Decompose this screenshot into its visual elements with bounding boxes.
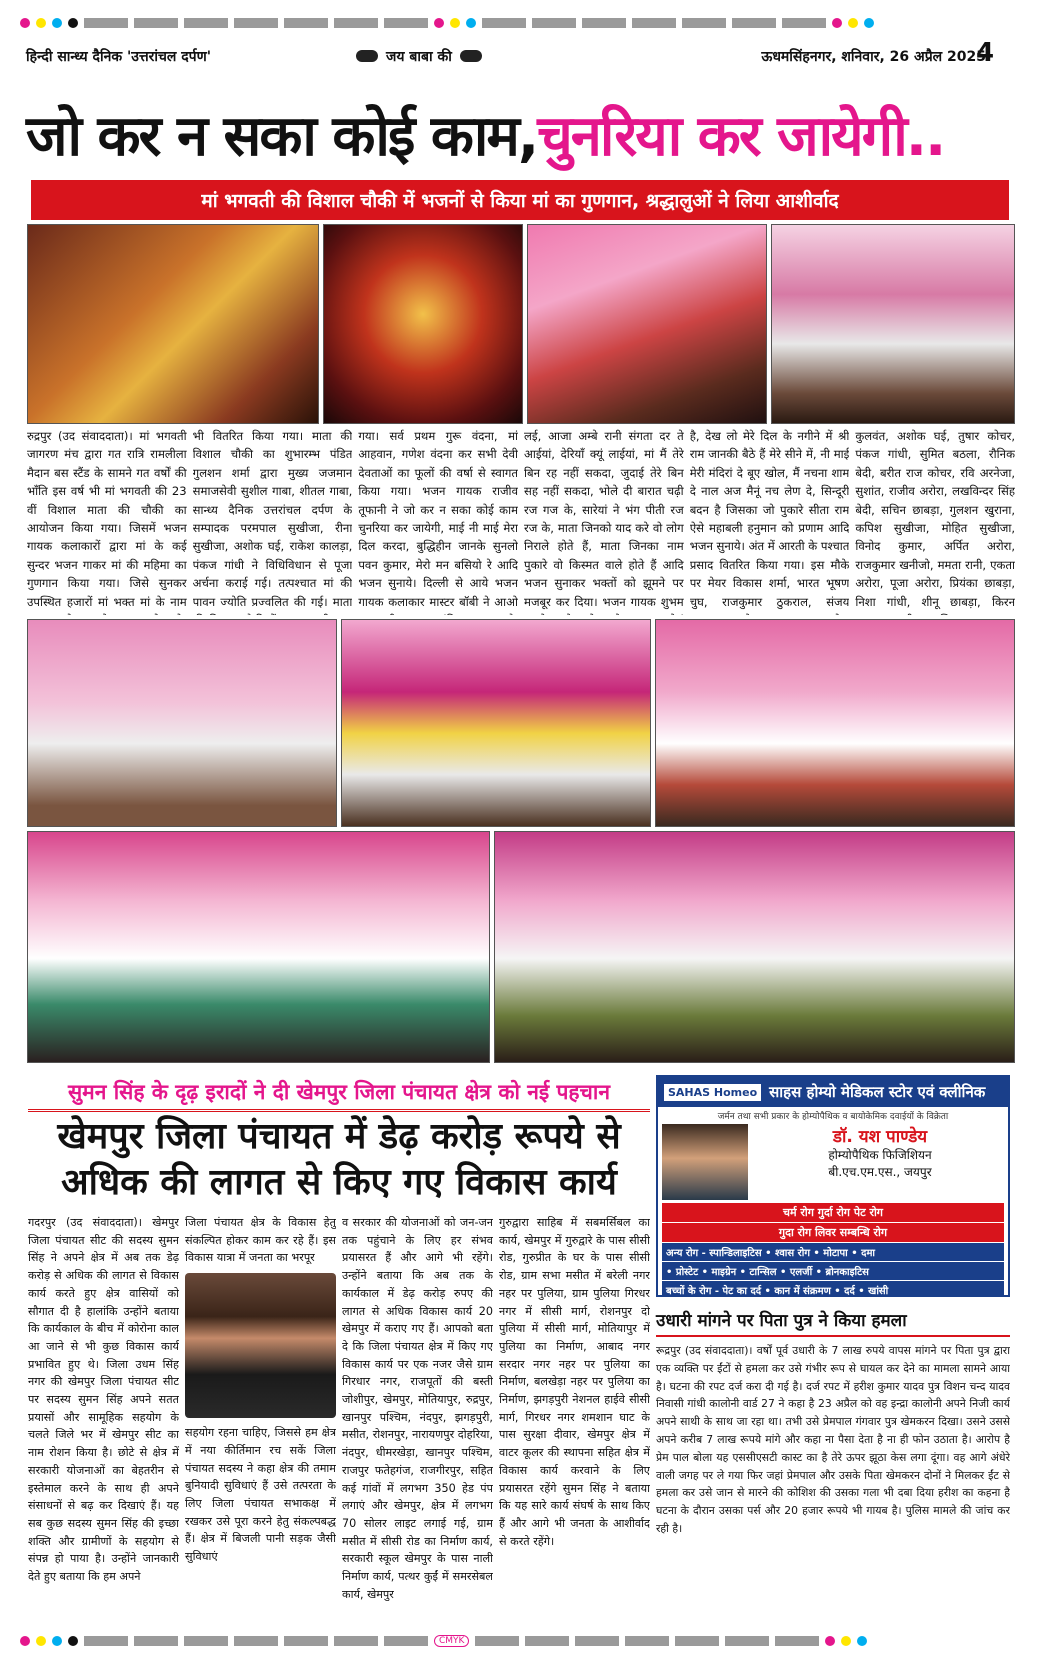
gray-block <box>475 1636 519 1646</box>
ad-disease-bar-2: गुदा रोग लिवर सम्बन्धि रोग <box>662 1223 1004 1242</box>
gray-block <box>184 18 228 28</box>
yellow-dot <box>841 1636 851 1646</box>
gray-block <box>84 1636 128 1646</box>
gray-block <box>682 18 726 28</box>
ad-list-2: • प्रोस्टेट • माइग्रेन • टान्सिल • एलर्जी • ब्रोनकाइटिस <box>662 1262 1004 1280</box>
photo-devotees-seated <box>27 619 337 827</box>
story2-article <box>28 1214 650 1628</box>
ad-logo: SAHAS Homeo <box>664 1084 761 1101</box>
gray-block <box>334 1636 378 1646</box>
story2-headline: खेमपुर जिला पंचायत में डेढ़ करोड़ रूपये से अधिक की लागत से किए गए विकास कार्य <box>57 1116 621 1203</box>
gray-block <box>632 18 676 28</box>
lead-column-1: रुद्रपुर (उद संवाददाता)। मां भगवती जागरण मंच द्वारा गत रात्रि रामलीला मैदान बस स्टैंड के सामने गत वर्षों की भाँति इस वर्ष भी मां भगवती की 23 वीं विशाल माता की चौकी का आयोजन किया गया। जिसमें भजन गायक कलाकारों द्वारा मां के कई सुन्दर भजन गाकर मां की महिमा का गुणगान किया गया। जिसे सुनकर उपस्थित हजारों मां भक्त मां के नाम <box>27 429 187 609</box>
gray-block <box>284 1636 328 1646</box>
cmyk-mark: CMYK <box>434 1635 469 1647</box>
black-dot <box>68 18 78 28</box>
photo-group-felicitation <box>494 831 1015 1063</box>
bottom-color-bar <box>20 1634 1020 1648</box>
lead-column-6: कुलवंत, अशोक घई, तुषार कोचर, पंकज गांधी, सुमित बठला, रौनिक बेदी, बरीत राज कोचर, रवि अरनेजा, सुशांत, राजीव अरोरा, लखविन्दर सिंह बेदी, सचिन छाबड़ा, गुलशन खुराना, कपिश सुखीजा, मोहित सुखीजा, विनोद कुमार, अर्पित अरोरा, राजकुमार खनीजो, ममता रानी, एकता अरोरा, पूजा अरोरा, प्रियंका छाबड़ा, निशा गांधी, शीनू छाबड़ा, किरन <box>855 429 1016 609</box>
lead-column-2: भी वितरित किया गया। माता की विशाल चौकी का शुभारम्भ पंडित गुलशन शर्मा द्वारा मुख्य जजमान समाजसेवी सुशील गाबा, शीतल गाबा, सान्ध्य दैनिक उत्तरांचल दर्पण के सम्पादक परमपाल सुखीजा, रीना सुखीजा, अशोक घई, राकेश कालड़ा, पंकज गांधी ने विधिविधान से पूजा अर्चना कराई गई। तत्पश्चात मां की पावन ज्योति प्रज्वलित की गई। माता <box>192 429 353 609</box>
doctor-info <box>752 1124 1008 1202</box>
top-color-bar <box>20 16 1020 30</box>
ad-list-3: बच्चों के रोग - पेट का दर्द • कान में संक्रमण • दर्द • खांसी <box>662 1281 1004 1297</box>
headline-black: जो कर न सका कोई काम, <box>26 104 538 169</box>
story2-column-2-top: जिला पंचायत क्षेत्र के विकास हेतु संकल्पित होकर काम कर रहे हैं। इस विकास यात्रा में जनता का भरपूर <box>185 1216 336 1265</box>
cyan-dot <box>52 18 62 28</box>
magenta-dot <box>434 18 444 28</box>
gray-block <box>384 1636 428 1646</box>
photo-bhajan-singers <box>527 224 767 424</box>
cyan-dot <box>864 18 874 28</box>
yellow-dot <box>36 1636 46 1646</box>
suman-singh-portrait <box>185 1273 336 1418</box>
ornament-icon <box>356 50 378 62</box>
ad-title: साहस होम्यो मेडिकल स्टोर एवं क्लीनिक <box>769 1083 986 1101</box>
ad-list-1: अन्य रोग - स्पान्डिलाइटिस • श्वास रोग • मोटापा • दमा <box>662 1243 1004 1261</box>
doctor-photo <box>662 1124 748 1200</box>
story2-column-3: व सरकार की योजनाओं को जन-जन तक पहुंचाने के लिए हर संभव प्रयासरत हैं और आगे भी रहेंगे। उन्होंने बताया कि अब तक के कार्यकाल में डेढ़ करोड़ रुपए की लागत से अधिक विकास कार्य 20 खेमपुर में कराए गए हैं। आपको बता दे कि जिला पंचायत क्षेत्र में किए गए विकास कार्य पर एक नजर जैसे ग्राम गिरधार नगर, राजपूतों की बस्ती जोशीपुर, खेमपुर, मोतियापुर, रुद्रपुर, खानपुर पश्चिम, नंदपुर, झगड़पुरी, मसीत, रोशनपुर, नारायणपुर दोहरिया, नंदपुर, धीमरखेड़ा, खानपुर पश्चिम, राजपुर फतेहगंज, राजगीरपुर, सहित कई गांवों में लगभग 350 हेड पंप लगाएं और खेमपुर, क्षेत्र में लगभग 70 सोलर लाइट लगाई गई, ग्राम मसीत में सीसी रोड का निर्माण कार्य, सरकारी स्कूल खेमपुर के पास नाली निर्माण कार्य, पत्थर कुईं में समरसेबल कार्य, खेमपुर <box>342 1216 493 1601</box>
story2-column-4: गुरुद्वारा साहिब में सबमर्सिबल का कार्य, खेमपुर में गुरुद्वारे के पास सीसी रोड, गुरुप्रीत के घर के पास सीसी रोड, ग्राम सभा मसीत में बरेली नगर नहर पर पुलिया, ग्राम पुलिया गिरधर नगर में सीसी मार्ग, रोशनपुर दो पुलिया में सीसी मार्ग, मोतियापुर में पुलिया का निर्माण, आबाद नगर सरदार नगर नहर पर पुलिया का निर्माण, बलखेड़ा नहर पर पुलिया का निर्माण, झगड़पुरी नेशनल हाईवे सीसी मार्ग, गिरधर नगर शमशान घाट के पास सुरक्षा दीवार, खेमपुर क्षेत्र में वाटर कूलर की स्थापना सहित क्षेत्र में विकास कार्य करवाने के लिए प्रयासरत रहेंगे सुमन सिंह ने बताया कि यह सारे कार्य संघर्ष के साथ किए हैं और आगे भी जनता के आशीर्वाद से करते रहेंगे। <box>499 1216 650 1548</box>
homeo-clinic-ad <box>656 1075 1010 1297</box>
magenta-dot <box>825 1636 835 1646</box>
photo-dancing-devotees <box>341 619 651 827</box>
story3-headline: उधारी मांगने पर पिता पुत्र ने किया हमला <box>656 1303 1010 1337</box>
lead-subhead: मां भगवती की विशाल चौकी में भजनों से किया मां का गुणगान, श्रद्धालुओं ने लिया आशीर्वाद <box>31 180 1009 220</box>
gray-block <box>775 1636 819 1646</box>
doctor-name: डॉ. यश पाण्डेय <box>832 1127 928 1147</box>
ad-header <box>658 1077 1008 1107</box>
ad-disease-bar-1: चर्म रोग गुर्दा रोग पेट रोग <box>662 1203 1004 1222</box>
lead-article <box>27 427 1015 615</box>
gray-block <box>134 1636 178 1646</box>
magenta-dot <box>832 18 842 28</box>
gray-block <box>334 18 378 28</box>
ad-body <box>658 1124 1008 1202</box>
gray-block <box>184 1636 228 1646</box>
gray-block <box>234 18 278 28</box>
lead-column-5: है, देख लो मेरे दिल के नगीने में श्री राम जानकी बैठे हैं मेरे सीने में, नी माई मेरी मंदिरां दे बूए खोल, मैं नचना शाम दे नाल अज मैनूं नच लेण दे, सिन्दूरी बदन है जिसका जो पुकारे सीता राम ऐसे महाबली हनुमान को प्रणाम आदि भजन सुनाये। अंत में आरती के पश्चात प्रसाद वितरित किया गया। इस मौके पर मेयर विकास शर्मा, भारत भूषण चुघ, राजकुमार ठुकराल, संजय <box>689 429 850 609</box>
lead-headline <box>26 96 1016 176</box>
page-number: 4 <box>976 38 995 68</box>
slogan: जय बाबा की <box>386 48 452 65</box>
photo-goddess-idol <box>323 224 523 424</box>
gray-block <box>675 1636 719 1646</box>
gray-block <box>134 18 178 28</box>
dateline: ऊधमसिंहनगर, शनिवार, 26 अप्रैल 2025 <box>761 48 986 65</box>
gray-block <box>782 18 826 28</box>
masthead <box>26 42 1016 70</box>
black-dot <box>68 1636 78 1646</box>
cyan-dot <box>52 1636 62 1646</box>
gray-block <box>384 18 428 28</box>
story3-body: रूद्रपुर (उद संवाददाता)। वर्षों पूर्व उधारी के 7 लाख रुपये वापस मांगने पर पिता पुत्र द्वारा एक व्यक्ति पर ईंटों से हमला कर उसे गंभीर रूप से घायल कर देने का मामला सामने आया है। घटना की रपट दर्ज करा दी गई है। दर्ज रपट में हरीश कुमार यादव पुत्र विशन चन्द यादव निवासी गांधी कालोनी वार्ड 27 ने कहा है 23 अप्रैल को वह इन्द्रा कालोनी अपने निजी कार्य अपने साथी के साथ जा रहा था। तभी उसे प्रेमपाल गंगवार पुत्र खेमकरन दिखा। उसने उससे अपने करीब 7 लाख रूपये मांगे और कहा ना पैसा देता है ना ही फोन उठाता है। आरोप है प्रेम पाल बोला यह एससीएसटी कास्ट का है तेरे ऊपर झूठा केस लगा दूंगा। वह आगे अंधेरे वाली जगह पर ले गया फिर जहां प्रेमपाल और उसके पिता खेमकरन दोनों ने मिलकर ईंट से हमला कर उसे जान से मारने की कोशिश की उसका गला भी दबा दिया हरीश का कहना है घटना के दौरान उसका पर्स और 20 हजार रूपये भी गायब है। पुलिस मामले की जांच कर रही है। <box>656 1344 1010 1535</box>
ad-tagline: जर्मन तथा सभी प्रकार के होम्योपैथिक व बायोकेमिक दवाईयों के विक्रेता <box>717 1112 949 1122</box>
gray-block <box>284 18 328 28</box>
yellow-dot <box>36 18 46 28</box>
photo-honoring-guests <box>27 831 490 1063</box>
gray-block <box>532 18 576 28</box>
ornament-icon <box>460 50 482 62</box>
lead-column-3: गया। सर्व प्रथम गुरू वंदना, मां आहवान, गणेश वंदना कर सभी देवी देवताओं का फूलों की वर्षा से स्वागत किया गया। भजन गायक राजीव तूफानी ने जो कर न सका कोई काम चुनरिया कर जायेगी, माई नी माई मेरा दिल करदा, बुद्धिहीन जानके सुनलो पवन कुमार, मेरो मन बसियो रे आदि भजन सुनाये। दिल्ली से आये भजन गायक कलाकार मास्टर बॉबी ने आओ <box>358 429 519 609</box>
story2-column-1: गदरपुर (उद संवाददाता)। खेमपुर जिला पंचायत सीट की सदस्य सुमन सिंह ने अपने क्षेत्र में अब तक डेढ़ करोड़ से अधिक की लागत से विकास कार्य करते हुए क्षेत्र वासियों को सौगात दी है हालांकि उन्होंने बताया कि कार्यकाल के बीच में कोरोना काल आ जाने से भी कुछ विकास कार्य प्रभावित हुए थे। जिला उधम सिंह नगर की खेमपुर जिला पंचायत सीट पर सदस्य सुमन सिंह अपने सतत प्रयासों और सामूहिक सहयोग के चलते जिले भर में खेमपुर सीट का नाम रोशन किया है। छोटे से क्षेत्र में सरकारी योजनाओं का बेहतरीन से इस्तेमाल करने के साथ ही अपने संसाधनों से बढ़ कर दिखाएं हैं। यह सब कुछ सदस्य सुमन सिंह की इच्छा शक्ति और ग्रामीणों के सहयोग से संपन्न हो पाया है। उन्होंने जानकारी देते हुए बताया कि हम अपने <box>28 1216 179 1584</box>
cyan-dot <box>857 1636 867 1646</box>
gray-block <box>482 18 526 28</box>
yellow-dot <box>450 18 460 28</box>
story2-kicker: सुमन सिंह के दृढ़ इरादों ने दी खेमपुर जिला पंचायत क्षेत्र को नई पहचान <box>28 1078 650 1112</box>
lead-column-4: लई, आजा अम्बे रानी संगता दर ते आईयां, देरियाँ क्यूं लाईयां, मां मैं तेरे बिन रह नहीं सकदा, जुदाई तेरे बिन सह नहीं सकदा, भोले दी बारात चढ़ी रज गज के, सारेयां ने भंग पीती रज रज के, माता जिनको याद करे वो लोग निराले होते हैं, माता जिनका नाम पुकारे वो किस्मत वाले होते हैं आदि भजन सुनाकर भक्तों को झूमने पर मजबूर कर दिया। भजन गायक शुभम <box>524 429 684 609</box>
paper-name: हिन्दी सान्ध्य दैनिक 'उत्तरांचल दर्पण' <box>26 48 212 65</box>
gray-block <box>234 1636 278 1646</box>
doctor-degree: बी.एच.एम.एस., जयपुर <box>828 1165 932 1179</box>
story2-column-2 <box>185 1214 336 1628</box>
magenta-dot <box>20 1636 30 1646</box>
cyan-dot <box>466 18 476 28</box>
gray-block <box>732 18 776 28</box>
gray-block <box>575 1636 619 1646</box>
headline-red: चुनरिया कर जायेगी.. <box>537 104 945 169</box>
yellow-dot <box>848 18 858 28</box>
gray-block <box>84 18 128 28</box>
magenta-dot <box>20 18 30 28</box>
gray-block <box>725 1636 769 1646</box>
slogan-block <box>356 47 556 66</box>
gray-block <box>582 18 626 28</box>
photo-crowd-dancing <box>655 619 1015 827</box>
gray-block <box>625 1636 669 1646</box>
story2-column-2-bottom: सहयोग रहना चाहिए, जिससे हम क्षेत्र में नया कीर्तिमान रच सकें जिला पंचायत सदस्य ने कहा क्षेत्र की तमाम बुनियादी सुविधाएं हैं उसे तत्परता के लिए जिला पंचायत सभाकक्ष में रखकर उसे पूरा करने हेतु संकल्पबद्ध हैं। क्षेत्र में बिजली पानी सड़क जैसी सुविधाएं <box>185 1426 336 1564</box>
photo-puja <box>27 224 319 424</box>
gray-block <box>525 1636 569 1646</box>
doctor-role: होम्योपैथिक फिजिशियन <box>828 1148 932 1162</box>
photo-audience <box>771 224 1015 424</box>
